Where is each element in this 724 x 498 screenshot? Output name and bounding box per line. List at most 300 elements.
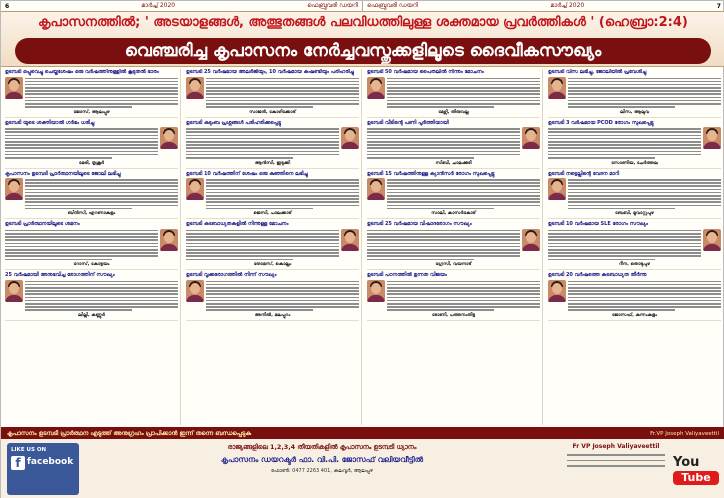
text-line: [25, 205, 178, 207]
text-line: [568, 293, 721, 295]
person-photo: [341, 229, 359, 251]
text-line: [568, 287, 721, 289]
text-line: [367, 255, 520, 257]
testimony-text-lines: [25, 280, 178, 311]
testimony-text-lines: [5, 229, 158, 260]
right-date: മാർച്ച് 2020: [550, 2, 585, 9]
text-line: [548, 154, 701, 156]
photo-face: [707, 232, 717, 243]
testimony-text-lines: [387, 280, 540, 311]
text-line: [387, 300, 540, 302]
text-line: [367, 246, 520, 248]
testimony-name: റോസ്, കോട്ടയം: [73, 262, 110, 268]
text-line: [568, 306, 721, 308]
text-line: [206, 90, 359, 92]
photo-face: [552, 181, 562, 192]
text-line: [568, 281, 721, 283]
footer-line-1: രാജ്യങ്ങളിലെ 1,2,3,4 തീയതികളിൽ കൃപാസനം ഉടമ്പടി ധ്യാനം: [227, 443, 417, 451]
text-line: [25, 84, 178, 86]
photo-shoulder: [367, 92, 385, 99]
footer-director: Fr.VP Joseph Valiyaveettil: [650, 431, 719, 437]
testimony-title: ഉടമ്പടി 25 വർഷമായ അലർജിയും, 10 വർഷമായ കഷണ്ടിയും പരിഹരിച്ചു: [186, 69, 354, 75]
testimony-body: [186, 229, 359, 260]
text-line: [5, 259, 112, 261]
photo-shoulder: [5, 295, 23, 302]
testimony: [548, 120, 721, 169]
text-line: [568, 100, 721, 102]
text-line: [387, 81, 540, 83]
text-line: [5, 157, 112, 159]
photo-face: [345, 232, 355, 243]
text-line: [387, 106, 494, 108]
text-line: [568, 303, 721, 305]
testimony-title: ഉടമ്പടി വീടിന്റെ പണി പൂർത്തിയായി: [367, 119, 449, 126]
text-line: [387, 195, 540, 197]
testimony-body: [548, 280, 721, 311]
text-line: [387, 93, 540, 95]
text-line: [367, 154, 520, 156]
testimony-body: [5, 178, 178, 209]
text-line: [568, 182, 721, 184]
person-photo: [548, 178, 566, 200]
text-line: [186, 249, 339, 251]
text-line: [25, 198, 178, 200]
testimony-name: റീന, തൊടുപുഴ: [618, 262, 651, 268]
youtube-tube: Tube: [673, 471, 719, 485]
text-line: [568, 87, 721, 89]
testimony-body: [5, 280, 178, 311]
text-line: [548, 252, 701, 254]
text-line: [367, 151, 520, 153]
text-line: [186, 259, 293, 261]
testimony: [367, 120, 540, 169]
text-line: [206, 201, 359, 203]
text-line: [387, 90, 540, 92]
text-line: [568, 205, 721, 207]
text-line: [367, 233, 520, 235]
testimony-title: ഉടമ്പടി കുടുംബ പ്രശ്നങ്ങൾ പരിഹരിക്കപ്പെട്ടു: [186, 119, 281, 126]
text-line: [548, 249, 701, 251]
text-line: [367, 259, 474, 261]
text-line: [186, 243, 339, 245]
testimony: [5, 171, 178, 220]
photo-shoulder: [548, 193, 566, 200]
testimony-text-lines: [206, 280, 359, 311]
photo-face: [552, 80, 562, 91]
photo-shoulder: [367, 295, 385, 302]
top-strip: [1, 1, 724, 11]
text-line: [206, 182, 359, 184]
testimony-title: 25 വർഷമായി അനുഭവിച്ച രോഗത്തിന് സൗഖ്യം: [5, 272, 115, 279]
text-line: [186, 154, 339, 156]
photo-face: [9, 283, 19, 294]
photo-face: [707, 130, 717, 141]
photo-face: [526, 232, 536, 243]
right-page-header: [363, 1, 724, 11]
testimony-name: ലിസ, ആലുവ: [619, 109, 650, 115]
person-photo: [160, 229, 178, 251]
left-masthead: ഫെബ്രുവരി ഡയറി: [307, 2, 358, 9]
photo-face: [9, 80, 19, 91]
testimony: [5, 120, 178, 169]
testimony-name: അനിൽ, മലപ്പുറം: [254, 312, 291, 318]
text-line: [387, 189, 540, 191]
text-line: [548, 246, 701, 248]
footer-top-band: [1, 429, 724, 439]
text-line: [548, 255, 701, 257]
text-line: [186, 144, 339, 146]
text-line: [387, 103, 540, 105]
testimony: [548, 221, 721, 270]
text-line: [548, 144, 701, 146]
person-photo: [186, 280, 204, 302]
text-line: [206, 185, 359, 187]
testimony-title: ഉടമ്പടി 50 വർഷമായ പൈതലിൽ നിന്നും മോചനം: [367, 69, 484, 75]
text-line: [186, 233, 339, 235]
text-line: [387, 287, 540, 289]
testimony: [186, 221, 359, 270]
testimony-name: സാലി, കാസർകോട്: [431, 211, 476, 217]
photo-face: [190, 181, 200, 192]
text-line: [25, 297, 178, 299]
text-line: [206, 303, 359, 305]
text-line: [568, 198, 721, 200]
text-line: [568, 297, 721, 299]
text-line: [206, 293, 359, 295]
text-line: [25, 97, 178, 99]
text-line: [206, 93, 359, 95]
person-photo: [367, 280, 385, 302]
text-line: [206, 81, 359, 83]
text-line: [548, 239, 701, 241]
text-line: [5, 144, 158, 146]
facebook-icon: f: [11, 456, 25, 470]
text-line: [568, 179, 721, 181]
text-line: [25, 201, 178, 203]
footer-right-line: [567, 465, 665, 467]
text-line: [548, 138, 701, 140]
photo-shoulder: [186, 193, 204, 200]
photo-shoulder: [5, 92, 23, 99]
testimony: [186, 69, 359, 118]
testimony-text-lines: [206, 77, 359, 108]
youtube-badge[interactable]: [673, 445, 721, 485]
text-line: [25, 309, 132, 311]
column-1: [3, 69, 181, 425]
text-line: [548, 131, 701, 133]
text-line: [186, 128, 339, 130]
text-line: [5, 252, 158, 254]
text-line: [568, 103, 721, 105]
testimony-name: ബിൻസി, എറണാകുളം: [67, 211, 116, 217]
text-line: [186, 230, 339, 232]
text-line: [367, 239, 520, 241]
text-line: [548, 157, 655, 159]
testimony-title: കൃപാസനം ഉടമ്പടി പ്രാർത്ഥനയിലൂടെ ജോലി ലഭിച്ചു: [5, 170, 121, 177]
testimony: [367, 221, 540, 270]
text-line: [25, 287, 178, 289]
testimony-title: ഉടമ്പടി 20 വർഷത്തെ കടബാധ്യത തീർന്നു: [548, 272, 647, 279]
testimony-text-lines: [25, 77, 178, 108]
testimony-title: ഉടമ്പടി വൃക്കരോഗത്തിൽ നിന്ന് സൗഖ്യം: [186, 272, 277, 279]
photo-face: [371, 181, 381, 192]
text-line: [206, 284, 359, 286]
person-photo: [548, 77, 566, 99]
text-line: [25, 281, 178, 283]
text-line: [25, 103, 178, 105]
text-line: [548, 259, 655, 261]
photo-shoulder: [522, 142, 540, 149]
text-line: [206, 106, 313, 108]
text-line: [387, 293, 540, 295]
text-line: [5, 128, 158, 130]
person-photo: [5, 77, 23, 99]
text-line: [25, 303, 178, 305]
text-line: [186, 131, 339, 133]
text-line: [387, 78, 540, 80]
testimony-name: തോമസ്, കൊല്ലം: [253, 262, 292, 268]
text-line: [367, 252, 520, 254]
testimony: [5, 69, 178, 118]
text-line: [367, 138, 520, 140]
text-line: [5, 243, 158, 245]
testimony: [548, 272, 721, 321]
text-line: [186, 239, 339, 241]
footer-line-2: കൃപാസനം ഡയറക്ടർ ഫാ. വി.പി. ജോസഫ് വലിയവീട്ടിൽ: [220, 455, 424, 464]
text-line: [387, 290, 540, 292]
testimony-text-lines: [568, 178, 721, 209]
person-photo: [548, 280, 566, 302]
text-line: [5, 141, 158, 143]
testimony-title: ഉടമ്പടി നട്ടെല്ലിന്റെ വേദന മാറി: [548, 170, 620, 177]
testimony-title: ഉടമ്പടി 15 വർഷത്തിനുള്ള ക്യാൻസർ രോഗം സുഖപ്പെട്ടു: [367, 170, 495, 177]
text-line: [5, 233, 158, 235]
text-line: [5, 249, 158, 251]
text-line: [5, 131, 158, 133]
text-line: [186, 246, 339, 248]
footer-announcement: കൃപാസനം ഉടമ്പടി പ്രാർത്ഥന എടുത്ത് അനുഗ്രഹം പ്രാപിക്കാൻ ഇന്ന് തന്നെ ബന്ധപ്പെടുക: [7, 430, 252, 437]
text-line: [5, 239, 158, 241]
text-line: [25, 90, 178, 92]
person-photo: [703, 229, 721, 251]
text-line: [367, 236, 520, 238]
text-line: [5, 151, 158, 153]
left-page-header: [1, 1, 363, 11]
person-photo: [160, 127, 178, 149]
subheadline: വെഞ്ചരിച്ച കൃപാസനം നേർച്ചവസ്തുക്കളിലൂടെ ദൈവീകസൗഖ്യം: [15, 38, 711, 64]
testimony-text-lines: [5, 127, 158, 158]
testimony: [548, 69, 721, 118]
text-line: [568, 195, 721, 197]
text-line: [387, 97, 540, 99]
photo-shoulder: [522, 244, 540, 251]
facebook-word: facebook: [27, 457, 74, 467]
facebook-badge[interactable]: [7, 443, 79, 495]
testimony-title: ഉടമ്പടി പഠനത്തിൽ ഉന്നത വിജയം: [367, 272, 447, 279]
testimony-text-lines: [186, 229, 339, 260]
footer-right-line: [567, 460, 665, 462]
person-photo: [341, 127, 359, 149]
photo-face: [526, 130, 536, 141]
text-line: [548, 128, 701, 130]
text-line: [5, 135, 158, 137]
text-line: [206, 297, 359, 299]
photo-shoulder: [367, 193, 385, 200]
testimony-title: ഉടമ്പടി ഒപ്പുവെച്ചു ചെയ്തശേഷം ഒരു വർഷത്തിനുള്ളിൽ കൂടുതൽ ഭാരം: [5, 69, 159, 75]
photo-shoulder: [5, 193, 23, 200]
right-page-number: 7: [716, 2, 721, 10]
text-line: [186, 151, 339, 153]
testimony-body: [5, 77, 178, 108]
photo-face: [164, 232, 174, 243]
testimony-title: ഉടമ്പടി പ്രാർത്ഥനയിലൂടെ ശമനം: [5, 221, 80, 228]
text-line: [186, 135, 339, 137]
text-line: [206, 198, 359, 200]
text-line: [568, 84, 721, 86]
testimony-body: [367, 77, 540, 108]
person-photo: [186, 77, 204, 99]
text-line: [568, 78, 721, 80]
text-line: [367, 128, 520, 130]
testimony-columns: [3, 69, 723, 425]
text-line: [367, 131, 520, 133]
testimony: [367, 171, 540, 220]
text-line: [548, 147, 701, 149]
text-line: [25, 78, 178, 80]
text-line: [387, 185, 540, 187]
photo-shoulder: [341, 142, 359, 149]
text-line: [548, 141, 701, 143]
photo-face: [190, 80, 200, 91]
right-masthead: ഫെബ്രുവരി ഡയറി: [367, 2, 418, 9]
testimony-title: ഉടമ്പടി 3 വർഷമായ PCOD രോഗം സുഖപ്പെട്ടു: [548, 119, 654, 126]
testimony-title: ഉടമ്പടി യുടെ ശക്തിയാൽ ഗർഭം ധരിച്ചു: [5, 119, 95, 126]
text-line: [387, 303, 540, 305]
text-line: [568, 106, 675, 108]
testimony-text-lines: [568, 77, 721, 108]
testimony-name: ജോസ്, ആലപ്പുഴ: [73, 109, 110, 115]
text-line: [25, 284, 178, 286]
text-line: [206, 195, 359, 197]
text-line: [25, 208, 132, 210]
text-line: [548, 233, 701, 235]
testimony: [367, 69, 540, 118]
footer-bar: [1, 427, 724, 498]
testimony-name: മേഴ്സി, തിരുവല്ല: [438, 109, 469, 115]
text-line: [367, 230, 520, 232]
text-line: [5, 147, 158, 149]
testimony-name: ബേബി, മൂവാറ്റുപുഴ: [615, 211, 654, 217]
column-3: [365, 69, 543, 425]
facebook-like-text: LIKE US ON: [11, 447, 47, 453]
footer-line-3: ഫോൺ: 0477 2263 401, കലവൂർ, ആലപ്പുഴ: [270, 468, 374, 474]
text-line: [387, 284, 540, 286]
person-photo: [5, 178, 23, 200]
left-page-number: 6: [5, 2, 10, 10]
text-line: [206, 103, 359, 105]
text-line: [206, 100, 359, 102]
column-2: [184, 69, 362, 425]
testimony-body: [186, 178, 359, 209]
text-line: [206, 84, 359, 86]
text-line: [367, 157, 474, 159]
testimony-name: ഗ്രേസി, വയനാട്: [435, 262, 472, 268]
text-line: [568, 185, 721, 187]
text-line: [387, 208, 494, 210]
text-line: [367, 147, 520, 149]
text-line: [25, 290, 178, 292]
testimony: [186, 120, 359, 169]
text-line: [387, 198, 540, 200]
text-line: [387, 297, 540, 299]
testimony-body: [186, 77, 359, 108]
text-line: [206, 192, 359, 194]
text-line: [5, 230, 158, 232]
text-line: [387, 179, 540, 181]
text-line: [568, 93, 721, 95]
text-line: [206, 97, 359, 99]
testimony-body: [5, 127, 178, 158]
text-line: [548, 230, 701, 232]
text-line: [387, 84, 540, 86]
text-line: [25, 81, 178, 83]
text-line: [387, 205, 540, 207]
headline: കൃപാസനത്തിൽ; ' അടയാളങ്ങൾ, അത്ഭുതങ്ങൾ പലവിധത്തിലുള്ള ശക്തമായ പ്രവർത്തികൾ ' (ഹെബ്രാ:2:4): [38, 15, 688, 30]
person-photo: [703, 127, 721, 149]
text-line: [387, 192, 540, 194]
testimony-body: [367, 280, 540, 311]
photo-shoulder: [160, 244, 178, 251]
text-line: [387, 100, 540, 102]
text-line: [548, 243, 701, 245]
photo-shoulder: [548, 92, 566, 99]
text-line: [206, 179, 359, 181]
text-line: [568, 81, 721, 83]
testimony-body: [186, 127, 359, 158]
text-line: [25, 192, 178, 194]
text-line: [206, 208, 313, 210]
testimony-text-lines: [548, 127, 701, 158]
text-line: [568, 189, 721, 191]
photo-shoulder: [548, 295, 566, 302]
text-line: [206, 281, 359, 283]
text-line: [548, 135, 701, 137]
text-line: [548, 236, 701, 238]
photo-face: [371, 283, 381, 294]
text-line: [206, 287, 359, 289]
text-line: [387, 182, 540, 184]
photo-face: [371, 80, 381, 91]
testimony-body: [548, 178, 721, 209]
testimony-text-lines: [367, 229, 520, 260]
testimony: [186, 272, 359, 321]
text-line: [186, 138, 339, 140]
text-line: [186, 252, 339, 254]
footer-right: [561, 443, 671, 495]
photo-face: [345, 130, 355, 141]
youtube-you: You: [673, 455, 700, 470]
testimony: [548, 171, 721, 220]
column-4: [546, 69, 723, 425]
testimony-body: [5, 229, 178, 260]
text-line: [387, 306, 540, 308]
text-line: [367, 144, 520, 146]
testimony-name: സിബി, ചാലക്കുടി: [435, 160, 472, 166]
text-line: [25, 300, 178, 302]
text-line: [5, 138, 158, 140]
text-line: [387, 87, 540, 89]
photo-face: [552, 283, 562, 294]
